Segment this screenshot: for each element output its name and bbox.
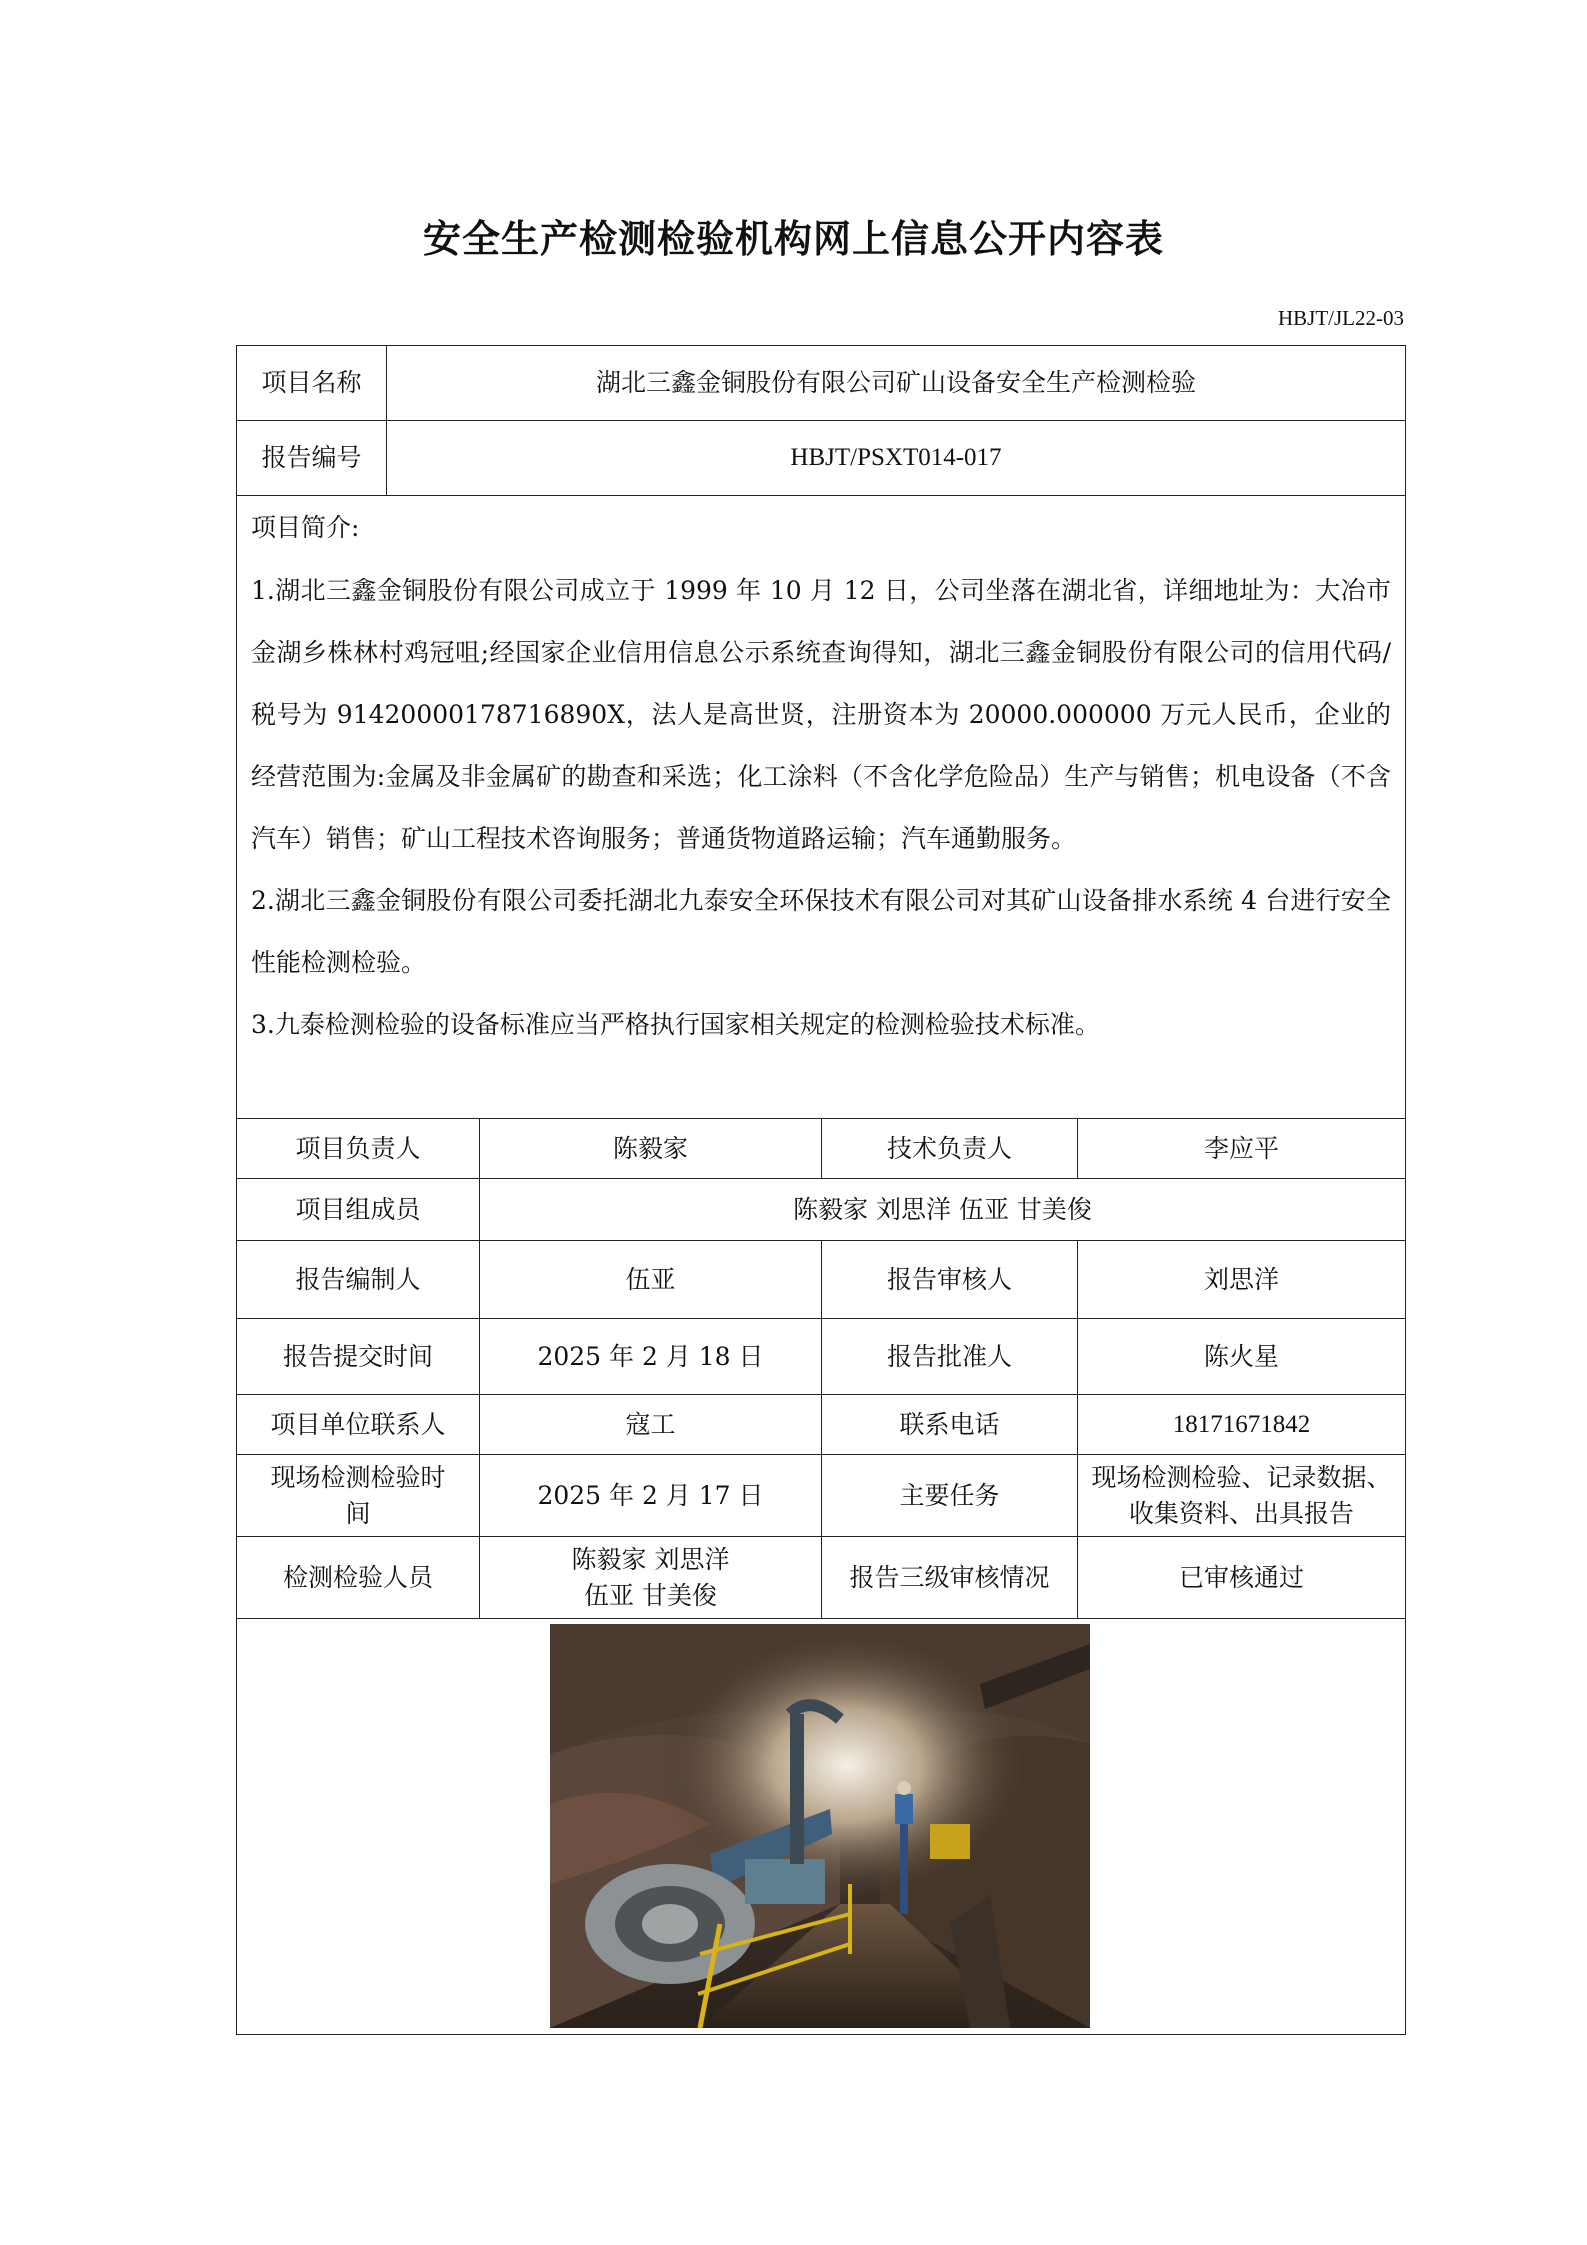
submit-time-label: 报告提交时间	[237, 1319, 480, 1394]
compiler-value: 伍亚	[480, 1241, 822, 1318]
leader-row	[237, 1119, 1405, 1179]
approver-value: 陈火星	[1203, 1341, 1279, 1371]
reviewer-label: 报告审核人	[822, 1241, 1078, 1318]
members-label: 项目组成员	[237, 1179, 480, 1240]
inspectors-label: 检测检验人员	[237, 1537, 480, 1618]
report-number-value: HBJT/PSXT014-017	[790, 444, 1002, 471]
info-table	[236, 345, 1406, 2035]
project-name-label: 项目名称	[237, 346, 387, 420]
photo-row	[237, 1619, 1405, 2034]
report-number-row	[237, 421, 1405, 496]
intro-paragraph-3: 3.九泰检测检验的设备标准应当严格执行国家相关规定的检测检验技术标准。	[251, 1010, 1100, 1039]
inspectors-row	[237, 1537, 1405, 1619]
tech-leader-label: 技术负责人	[822, 1119, 1078, 1178]
intro-paragraph-2: 2.湖北三鑫金铜股份有限公司委托湖北九泰安全环保技术有限公司对其矿山设备排水系统 4 台进行安全性能检测检验。	[251, 886, 1391, 977]
site-row	[237, 1455, 1405, 1537]
phone-label: 联系电话	[822, 1395, 1078, 1454]
inspectors-line-1: 陈毅家 刘思洋	[571, 1544, 730, 1574]
contact-row	[237, 1395, 1405, 1455]
report-number-label: 报告编号	[237, 421, 387, 495]
project-name-value: 湖北三鑫金铜股份有限公司矿山设备安全生产检测检验	[595, 368, 1196, 397]
site-time-value: 2025 年 2 月 17 日	[480, 1455, 822, 1536]
members-row	[237, 1179, 1405, 1241]
submit-time-value: 2025 年 2 月 18 日	[480, 1319, 822, 1394]
compiler-row	[237, 1241, 1405, 1319]
compiler-label: 报告编制人	[237, 1241, 480, 1318]
document-number: HBJT/JL22-03	[1278, 306, 1404, 330]
submit-row	[237, 1319, 1405, 1395]
phone-value: 18171671842	[1172, 1410, 1311, 1438]
reviewer-value: 刘思洋	[1203, 1264, 1279, 1294]
review-status-value: 已审核通过	[1178, 1562, 1304, 1592]
page-title: 安全生产检测检验机构网上信息公开内容表	[422, 217, 1164, 261]
project-leader-label: 项目负责人	[237, 1119, 480, 1178]
contact-value: 寇工	[480, 1395, 822, 1454]
tech-leader-value: 李应平	[1203, 1133, 1279, 1163]
task-value: 现场检测检验、记录数据、收集资料、出具报告	[1091, 1462, 1392, 1528]
contact-label: 项目单位联系人	[237, 1395, 480, 1454]
project-leader-value: 陈毅家	[480, 1119, 822, 1178]
approver-label: 报告批准人	[822, 1319, 1078, 1394]
inspectors-value	[480, 1537, 822, 1618]
review-status-label: 报告三级审核情况	[822, 1537, 1078, 1618]
task-label: 主要任务	[822, 1455, 1078, 1536]
intro-heading: 项目简介:	[251, 513, 360, 542]
project-intro	[237, 496, 1405, 1119]
inspectors-line-2: 伍亚 甘美俊	[584, 1580, 717, 1610]
members-value: 陈毅家 刘思洋 伍亚 甘美俊	[793, 1194, 1092, 1224]
mine-tunnel-photo	[550, 1624, 1090, 2028]
intro-paragraph-1: 1.湖北三鑫金铜股份有限公司成立于 1999 年 10 月 12 日，公司坐落在湖北省，详细地址为：大冶市金湖乡株林村鸡冠咀;经国家企业信用信息公示系统查询得知，湖北三鑫金铜股份有限公司的信用代码/税号为 91420000178716890X，法人是高世贤，注册资本为 20000.000000 万元人民币，企业的经营范围为:金属及非金属矿的勘查和采选；化工涂料（不含化学危险品）生产与销售；机电设备（不含汽车）销售；矿山工程技术咨询服务；普通货物道路运输；汽车通勤服务。	[251, 576, 1391, 853]
project-name-row	[237, 346, 1405, 421]
site-time-label: 现场检测检验时间	[237, 1455, 480, 1536]
